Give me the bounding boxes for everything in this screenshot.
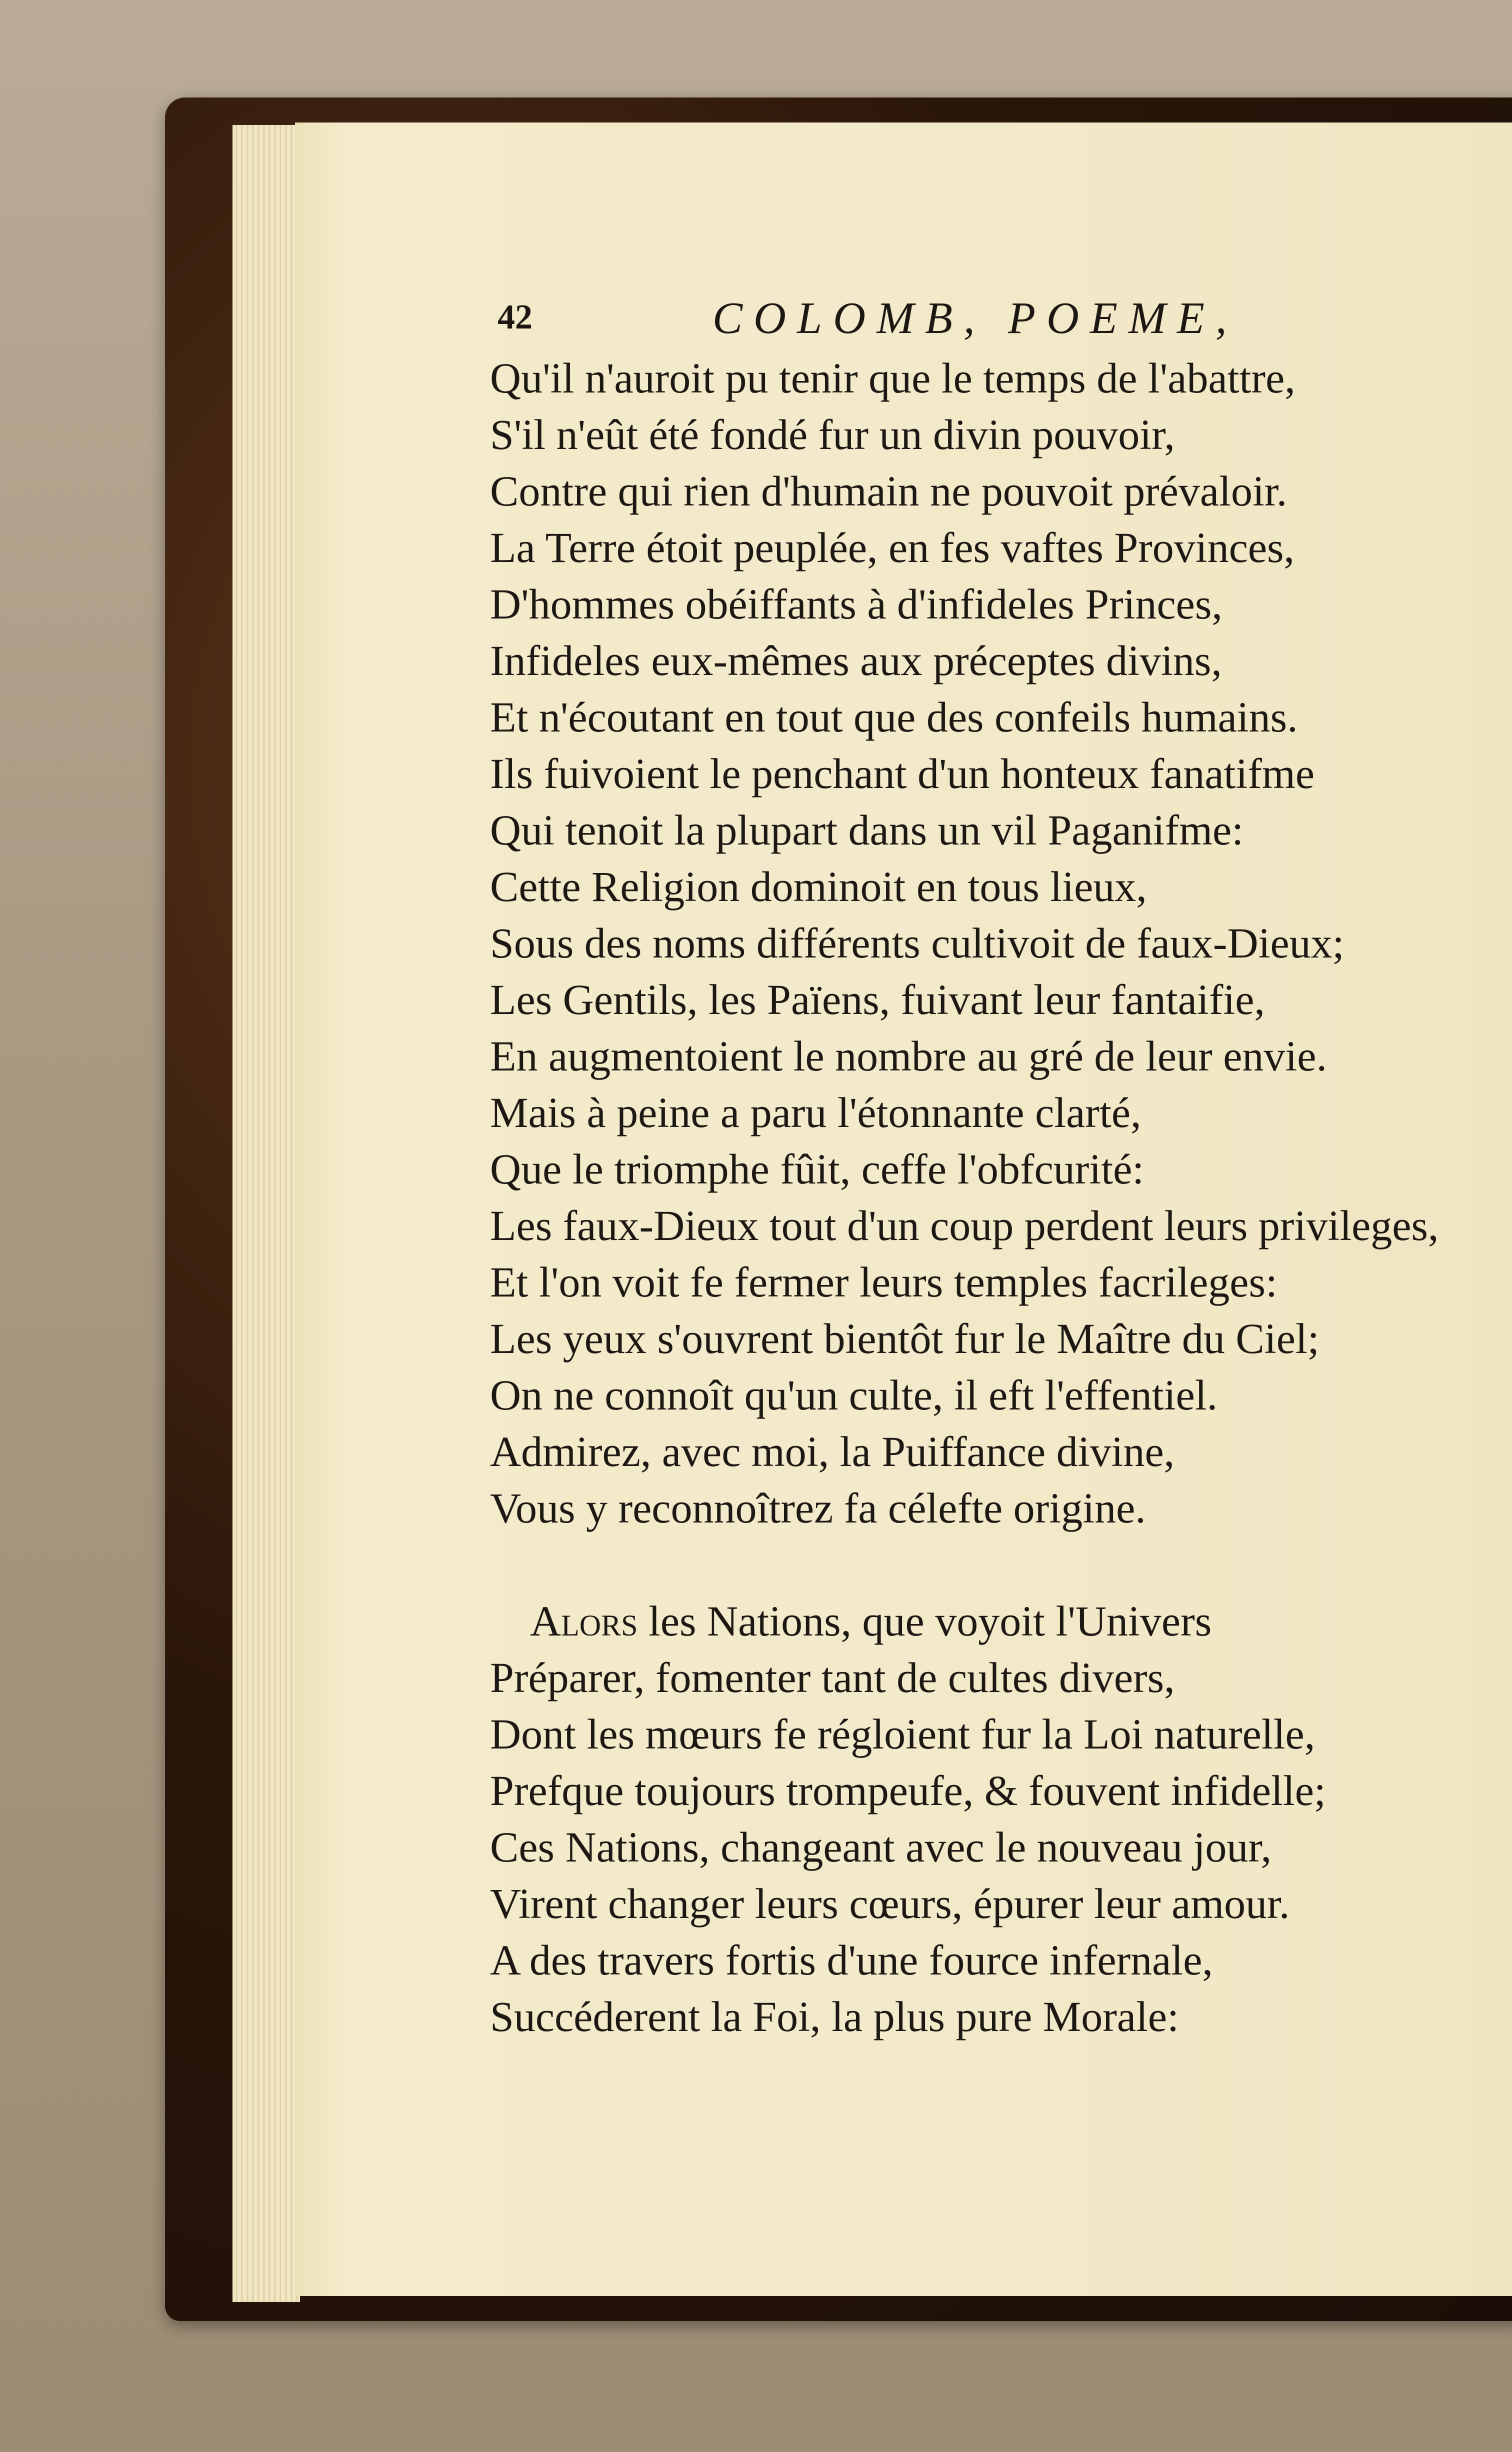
stanza-2: [490, 1593, 1415, 2045]
verse-line: On ne connoît qu'un culte, il eft l'effentiel.: [490, 1371, 1218, 1419]
verse-line: Admirez, avec moi, la Puiffance divine,: [490, 1428, 1175, 1476]
verse-line: Et l'on voit fe fermer leurs temples facrileges:: [490, 1258, 1278, 1306]
verse-line: Les yeux s'ouvrent bientôt fur le Maître du Ciel;: [490, 1314, 1320, 1362]
verse-line: Préparer, fomenter tant de cultes divers,: [490, 1654, 1175, 1702]
verse-line: Et n'écoutant en tout que des confeils humains.: [490, 693, 1298, 741]
stanza-break: [490, 1536, 1415, 1593]
verse-line: Sous des noms différents cultivoit de faux-Dieux;: [490, 919, 1344, 967]
page-number: 42: [498, 298, 532, 336]
verse-line: Dont les mœurs fe régloient fur la Loi naturelle,: [490, 1710, 1316, 1758]
stanza-1: [490, 350, 1439, 1536]
verse-line: Vous y reconnoîtrez fa célefte origine.: [490, 1484, 1146, 1532]
verse-line: La Terre étoit peuplée, en fes vaftes Provinces,: [490, 524, 1295, 572]
verse-line: Ils fuivoient le penchant d'un honteux fanatifme: [490, 750, 1314, 798]
verse-line: A des travers fortis d'une fource infernale,: [490, 1936, 1213, 1984]
page-edges: [232, 125, 300, 2302]
verse-line: Virent changer leurs cœurs, épurer leur amour.: [490, 1880, 1290, 1928]
verse-line: Succéderent la Foi, la plus pure Morale:: [490, 1992, 1179, 2040]
verse-line: D'hommes obéiffants à d'infideles Princes,: [490, 580, 1222, 628]
verse-line: Qui tenoit la plupart dans un vil Paganifme:: [490, 806, 1244, 854]
verse-line: Contre qui rien d'humain ne pouvoit prévaloir.: [490, 467, 1288, 515]
verse-line: Qu'il n'auroit pu tenir que le temps de l'abattre,: [490, 354, 1296, 402]
verse-line: Que le triomphe fûit, ceffe l'obfcurité:: [490, 1145, 1144, 1193]
verse-line-first: [490, 1593, 1415, 1650]
page-header: [498, 292, 1398, 348]
verse-line: Prefque toujours trompeufe, & fouvent infidelle;: [490, 1766, 1326, 1814]
verse-line: Cette Religion dominoit en tous lieux,: [490, 862, 1147, 910]
running-title: COLOMB, POEME,: [712, 294, 1238, 343]
drop-word: Alors: [530, 1597, 638, 1645]
verse-line: Les faux-Dieux tout d'un coup perdent leurs privileges,: [490, 1202, 1439, 1250]
verse-line: Infideles eux-mêmes aux préceptes divins,: [490, 636, 1222, 684]
verse-line: S'il n'eût été fondé fur un divin pouvoir,: [490, 410, 1175, 458]
verse-line: Les Gentils, les Païens, fuivant leur fantaifie,: [490, 976, 1265, 1024]
verse-line: Mais à peine a paru l'étonnante clarté,: [490, 1088, 1142, 1136]
verse-line: Ces Nations, changeant avec le nouveau jour,: [490, 1823, 1272, 1871]
poem-text: [490, 350, 1439, 2045]
verse-line: En augmentoient le nombre au gré de leur envie.: [490, 1032, 1327, 1080]
verse-line-rest: les Nations, que voyoit l'Univers: [638, 1597, 1212, 1645]
